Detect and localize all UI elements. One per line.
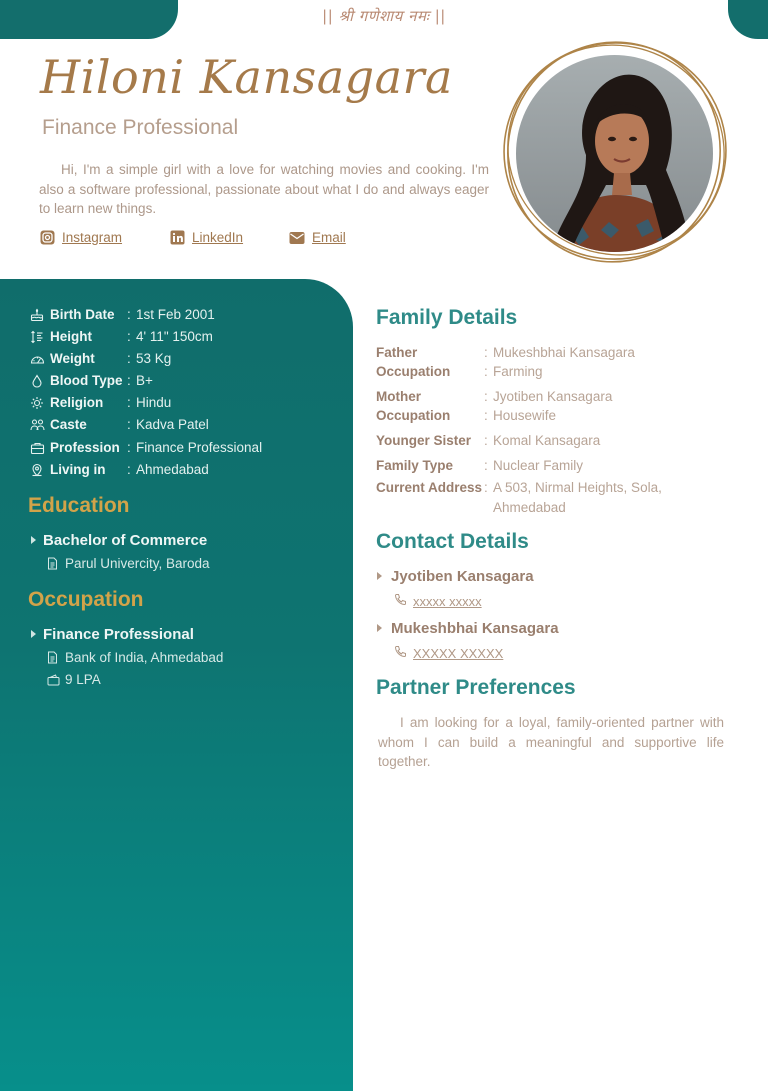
info-label: Living in bbox=[50, 462, 106, 477]
cake-icon bbox=[30, 308, 50, 322]
gauge-icon bbox=[30, 352, 50, 366]
family-separator: : bbox=[484, 345, 488, 360]
info-row-blood-type bbox=[30, 373, 153, 388]
info-label: Blood Type bbox=[50, 373, 123, 388]
info-value: 4' 11" 150cm bbox=[136, 329, 213, 344]
document-icon bbox=[47, 651, 65, 664]
occupation-title-label: Finance Professional bbox=[43, 626, 194, 643]
family-value: Nuclear Family bbox=[493, 458, 584, 473]
info-label: Height bbox=[50, 329, 92, 344]
email-link[interactable] bbox=[289, 230, 346, 245]
family-value: Komal Kansagara bbox=[493, 433, 601, 448]
family-separator: : bbox=[484, 433, 488, 448]
info-value: Ahmedabad bbox=[136, 462, 209, 477]
envelope-icon bbox=[289, 231, 305, 245]
family-separator: : bbox=[484, 480, 488, 495]
email-label: Email bbox=[312, 230, 346, 245]
contact-name-label: Jyotiben Kansagara bbox=[391, 568, 534, 585]
info-value: Kadva Patel bbox=[136, 417, 209, 432]
family-row bbox=[376, 343, 693, 363]
family-row bbox=[376, 387, 693, 407]
info-value: 53 Kg bbox=[136, 351, 172, 366]
contact-name bbox=[376, 620, 559, 637]
info-row-weight bbox=[30, 351, 171, 366]
info-separator: : bbox=[127, 417, 131, 432]
triangle-bullet-icon bbox=[376, 568, 391, 585]
info-separator: : bbox=[127, 373, 131, 388]
family-row bbox=[376, 478, 683, 517]
instagram-icon bbox=[40, 230, 55, 245]
profile-photo-frame bbox=[500, 38, 730, 264]
contact-phone-number: XXXXX XXXXX bbox=[413, 645, 504, 661]
contact-phone-number: xxxxx xxxxx bbox=[413, 593, 482, 609]
briefcase-icon bbox=[30, 441, 50, 455]
phone-icon bbox=[394, 593, 407, 609]
family-label: Younger Sister bbox=[376, 433, 472, 448]
linkedin-link[interactable] bbox=[170, 230, 243, 245]
occupation-salary bbox=[47, 672, 101, 687]
invocation-text: || श्री गणेशाय नमः || bbox=[322, 7, 446, 25]
info-row-living-in bbox=[30, 462, 209, 477]
family-label: Current Address bbox=[376, 480, 483, 495]
info-label: Profession bbox=[50, 440, 120, 455]
info-separator: : bbox=[127, 440, 131, 455]
info-label: Weight bbox=[50, 351, 95, 366]
triangle-bullet-icon bbox=[30, 532, 43, 549]
drop-icon bbox=[30, 374, 50, 388]
info-separator: : bbox=[127, 462, 131, 477]
family-label: Occupation bbox=[376, 364, 451, 379]
info-value: 1st Feb 2001 bbox=[136, 307, 215, 322]
profile-name: Hiloni Kansagara bbox=[40, 50, 453, 104]
instagram-label: Instagram bbox=[62, 230, 123, 245]
partner-preferences-heading: Partner Preferences bbox=[376, 676, 576, 699]
contact-phone-link[interactable] bbox=[394, 593, 482, 609]
info-separator: : bbox=[127, 307, 131, 322]
linkedin-icon bbox=[170, 230, 185, 245]
info-label: Caste bbox=[50, 417, 87, 432]
family-label: Occupation bbox=[376, 408, 451, 423]
triangle-bullet-icon bbox=[30, 626, 43, 643]
people-icon bbox=[30, 418, 50, 432]
family-label: Family Type bbox=[376, 458, 454, 473]
info-label: Religion bbox=[50, 395, 104, 410]
instagram-link[interactable] bbox=[40, 230, 122, 245]
info-row-height bbox=[30, 329, 213, 344]
family-separator: : bbox=[484, 364, 488, 379]
info-separator: : bbox=[127, 329, 131, 344]
education-degree bbox=[30, 532, 207, 549]
profile-role: Finance Professional bbox=[42, 116, 239, 139]
profile-bio: Hi, I'm a simple girl with a love for watching movies and cooking. I'm also a software professional, passionate about what I do and always eager to learn new things. bbox=[39, 162, 489, 216]
family-value: Mukeshbhai Kansagara bbox=[493, 345, 635, 360]
partner-preferences-text: I am looking for a loyal, family-oriented partner with whom I can build a meaningful and supportive life together. bbox=[378, 715, 724, 769]
sun-icon bbox=[30, 396, 50, 410]
info-value: Hindu bbox=[136, 395, 172, 410]
contact-phone-link[interactable] bbox=[394, 645, 503, 661]
family-separator: : bbox=[484, 408, 488, 423]
triangle-bullet-icon bbox=[376, 620, 391, 637]
family-label: Father bbox=[376, 345, 418, 360]
ruler-icon bbox=[30, 330, 50, 344]
family-value: Jyotiben Kansagara bbox=[493, 389, 613, 404]
info-value: B+ bbox=[136, 373, 153, 388]
profile-photo bbox=[516, 55, 713, 252]
company-label: Bank of India, Ahmedabad bbox=[65, 650, 224, 665]
family-row bbox=[376, 431, 693, 451]
family-value: Housewife bbox=[493, 408, 557, 423]
family-separator: : bbox=[484, 389, 488, 404]
education-institute bbox=[47, 556, 210, 571]
contact-name-label: Mukeshbhai Kansagara bbox=[391, 620, 559, 637]
info-row-birth-date bbox=[30, 307, 215, 322]
contact-details-heading: Contact Details bbox=[376, 530, 529, 553]
linkedin-label: LinkedIn bbox=[192, 230, 244, 245]
info-value: Finance Professional bbox=[136, 440, 263, 455]
education-heading: Education bbox=[28, 494, 130, 517]
family-row bbox=[376, 362, 693, 382]
info-label: Birth Date bbox=[50, 307, 115, 322]
occupation-company bbox=[47, 650, 223, 665]
family-row bbox=[376, 456, 693, 476]
contact-name bbox=[376, 568, 534, 585]
info-separator: : bbox=[127, 395, 131, 410]
family-value: A 503, Nirmal Heights, Sola, Ahmedabad bbox=[493, 480, 662, 515]
salary-label: 9 LPA bbox=[65, 672, 101, 687]
location-icon bbox=[30, 463, 50, 477]
phone-icon bbox=[394, 645, 407, 661]
occupation-heading: Occupation bbox=[28, 588, 144, 611]
family-value: Farming bbox=[493, 364, 543, 379]
family-separator: : bbox=[484, 458, 488, 473]
info-row-profession bbox=[30, 440, 262, 455]
info-row-caste bbox=[30, 417, 209, 432]
family-details-heading: Family Details bbox=[376, 306, 518, 329]
institute-label: Parul Univercity, Baroda bbox=[65, 556, 210, 571]
document-icon bbox=[47, 557, 65, 570]
info-separator: : bbox=[127, 351, 131, 366]
wallet-icon bbox=[47, 674, 65, 686]
occupation-title bbox=[30, 626, 194, 643]
info-row-religion bbox=[30, 395, 171, 410]
family-label: Mother bbox=[376, 389, 421, 404]
degree-label: Bachelor of Commerce bbox=[43, 532, 208, 549]
family-row bbox=[376, 406, 693, 426]
